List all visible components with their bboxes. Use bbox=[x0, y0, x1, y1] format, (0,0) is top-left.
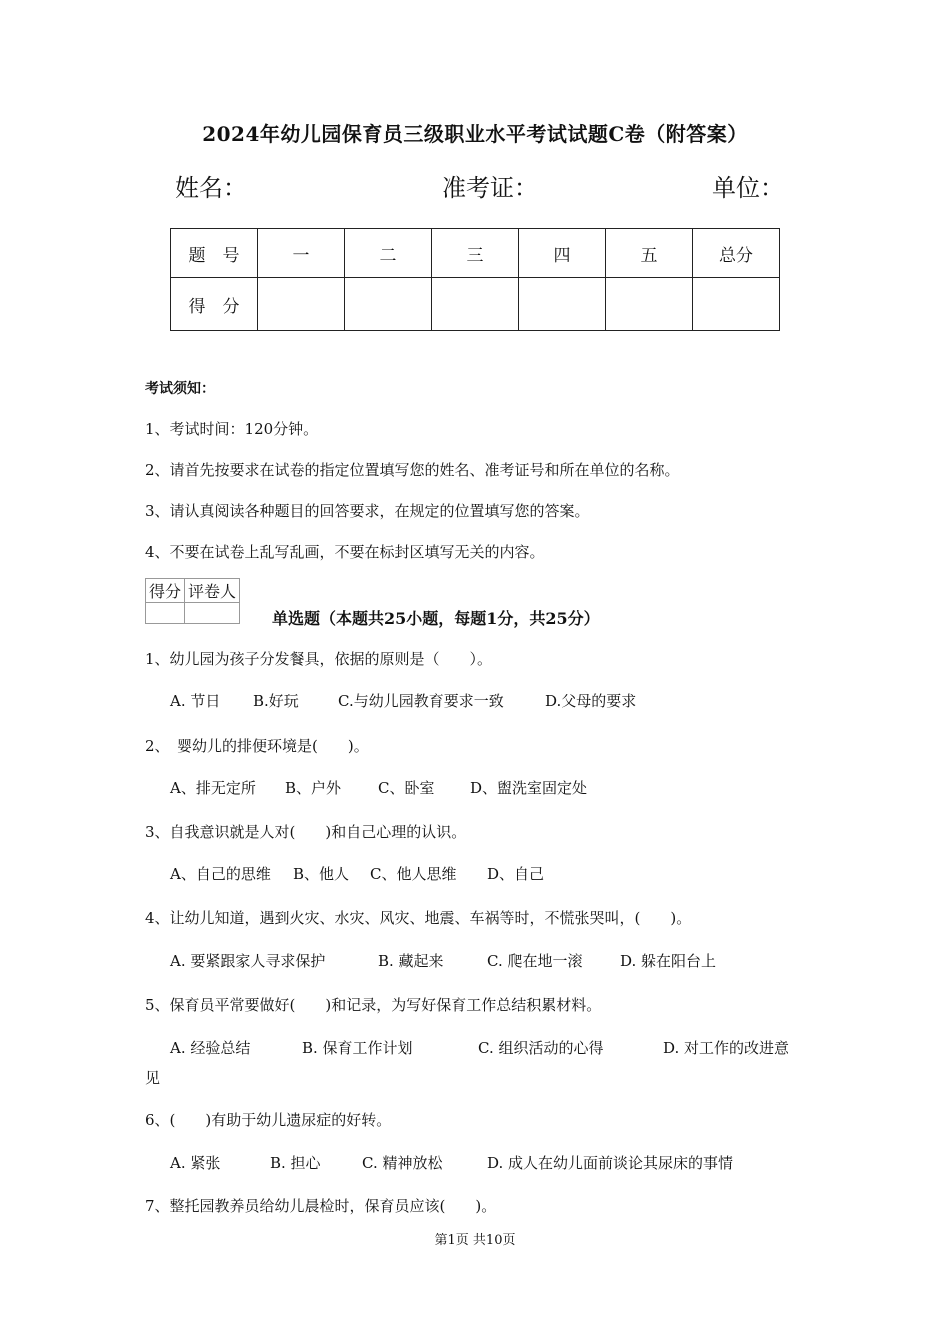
option: D、盥洗室固定处 bbox=[470, 779, 588, 797]
score-header-cell: 二 bbox=[345, 229, 432, 278]
option: D.父母的要求 bbox=[545, 692, 637, 710]
question-text: 4、让幼儿知道，遇到火灾、水灾、风灾、地震、车祸等时，不慌张哭叫，( )。 bbox=[145, 909, 692, 927]
grader-score-cell[interactable] bbox=[146, 603, 185, 624]
notice-item: 4、不要在试卷上乱写乱画，不要在标封区填写无关的内容。 bbox=[145, 543, 545, 561]
question-text: 1、幼儿园为孩子分发餐具，依据的原则是（ ）。 bbox=[145, 650, 493, 668]
question-text: 6、( )有助于幼儿遗尿症的好转。 bbox=[145, 1111, 392, 1129]
option: D. 躲在阳台上 bbox=[620, 952, 717, 970]
option: A. 紧张 bbox=[170, 1154, 221, 1172]
score-table-score-row bbox=[171, 278, 780, 331]
score-table-header-row bbox=[171, 229, 780, 278]
score-cell[interactable] bbox=[693, 278, 780, 331]
name-field-label: 姓名： bbox=[175, 174, 247, 202]
notice-item: 3、请认真阅读各种题目的回答要求，在规定的位置填写您的答案。 bbox=[145, 502, 590, 520]
option: B. 藏起来 bbox=[378, 952, 444, 970]
grader-box bbox=[145, 578, 240, 624]
score-cell[interactable] bbox=[519, 278, 606, 331]
score-header-cell: 五 bbox=[606, 229, 693, 278]
score-header-cell: 题 号 bbox=[171, 229, 258, 278]
option: C. 爬在地一滚 bbox=[487, 952, 583, 970]
option: C. 精神放松 bbox=[362, 1154, 443, 1172]
score-header-cell: 一 bbox=[258, 229, 345, 278]
score-header-cell: 四 bbox=[519, 229, 606, 278]
option: A. 要紧跟家人寻求保护 bbox=[170, 952, 326, 970]
option: A、排无定所 bbox=[170, 779, 256, 797]
grader-score-label: 得分 bbox=[146, 579, 185, 603]
option: B、他人 bbox=[293, 865, 350, 883]
option: A. 节日 bbox=[170, 692, 221, 710]
question-text: 2、 婴幼儿的排便环境是( )。 bbox=[145, 737, 369, 755]
option: B. 保育工作计划 bbox=[302, 1039, 413, 1057]
question-text: 3、自我意识就是人对( )和自己心理的认识。 bbox=[145, 823, 467, 841]
option: B.好玩 bbox=[253, 692, 299, 710]
notice-heading: 考试须知： bbox=[145, 381, 215, 397]
page-footer: 第1页 共10页 bbox=[434, 1233, 516, 1248]
grader-name-cell[interactable] bbox=[185, 603, 240, 624]
notice-item: 1、考试时间：120分钟。 bbox=[145, 420, 319, 438]
section-title: 单选题（本题共25小题，每题1分，共25分） bbox=[272, 609, 600, 628]
option: C、卧室 bbox=[378, 779, 435, 797]
question-text: 5、保育员平常要做好( )和记录，为写好保育工作总结积累材料。 bbox=[145, 996, 602, 1014]
exam-id-field-label: 准考证： bbox=[442, 174, 538, 202]
score-cell[interactable] bbox=[345, 278, 432, 331]
option-wrap: 见 bbox=[145, 1069, 161, 1087]
option: B、户外 bbox=[285, 779, 342, 797]
notice-item: 2、请首先按要求在试卷的指定位置填写您的姓名、准考证号和所在单位的名称。 bbox=[145, 461, 680, 479]
unit-field-label: 单位： bbox=[712, 174, 784, 202]
score-cell[interactable] bbox=[432, 278, 519, 331]
option: C.与幼儿园教育要求一致 bbox=[338, 692, 504, 710]
grader-name-label: 评卷人 bbox=[185, 579, 240, 603]
exam-title: 2024年幼儿园保育员三级职业水平考试试题C卷（附答案） bbox=[202, 122, 748, 146]
score-cell[interactable] bbox=[258, 278, 345, 331]
option: C. 组织活动的心得 bbox=[478, 1039, 604, 1057]
option: D、自己 bbox=[487, 865, 545, 883]
option: B. 担心 bbox=[270, 1154, 321, 1172]
option: D. 对工作的改进意 bbox=[663, 1039, 790, 1057]
question-text: 7、整托园教养员给幼儿晨检时，保育员应该( )。 bbox=[145, 1197, 497, 1215]
score-table bbox=[170, 228, 780, 331]
score-row-label: 得 分 bbox=[171, 278, 258, 331]
option: A、自己的思维 bbox=[170, 865, 271, 883]
option: A. 经验总结 bbox=[170, 1039, 251, 1057]
option: D. 成人在幼儿面前谈论其尿床的事情 bbox=[487, 1154, 734, 1172]
score-header-cell: 总分 bbox=[693, 229, 780, 278]
score-cell[interactable] bbox=[606, 278, 693, 331]
option: C、他人思维 bbox=[370, 865, 457, 883]
score-header-cell: 三 bbox=[432, 229, 519, 278]
